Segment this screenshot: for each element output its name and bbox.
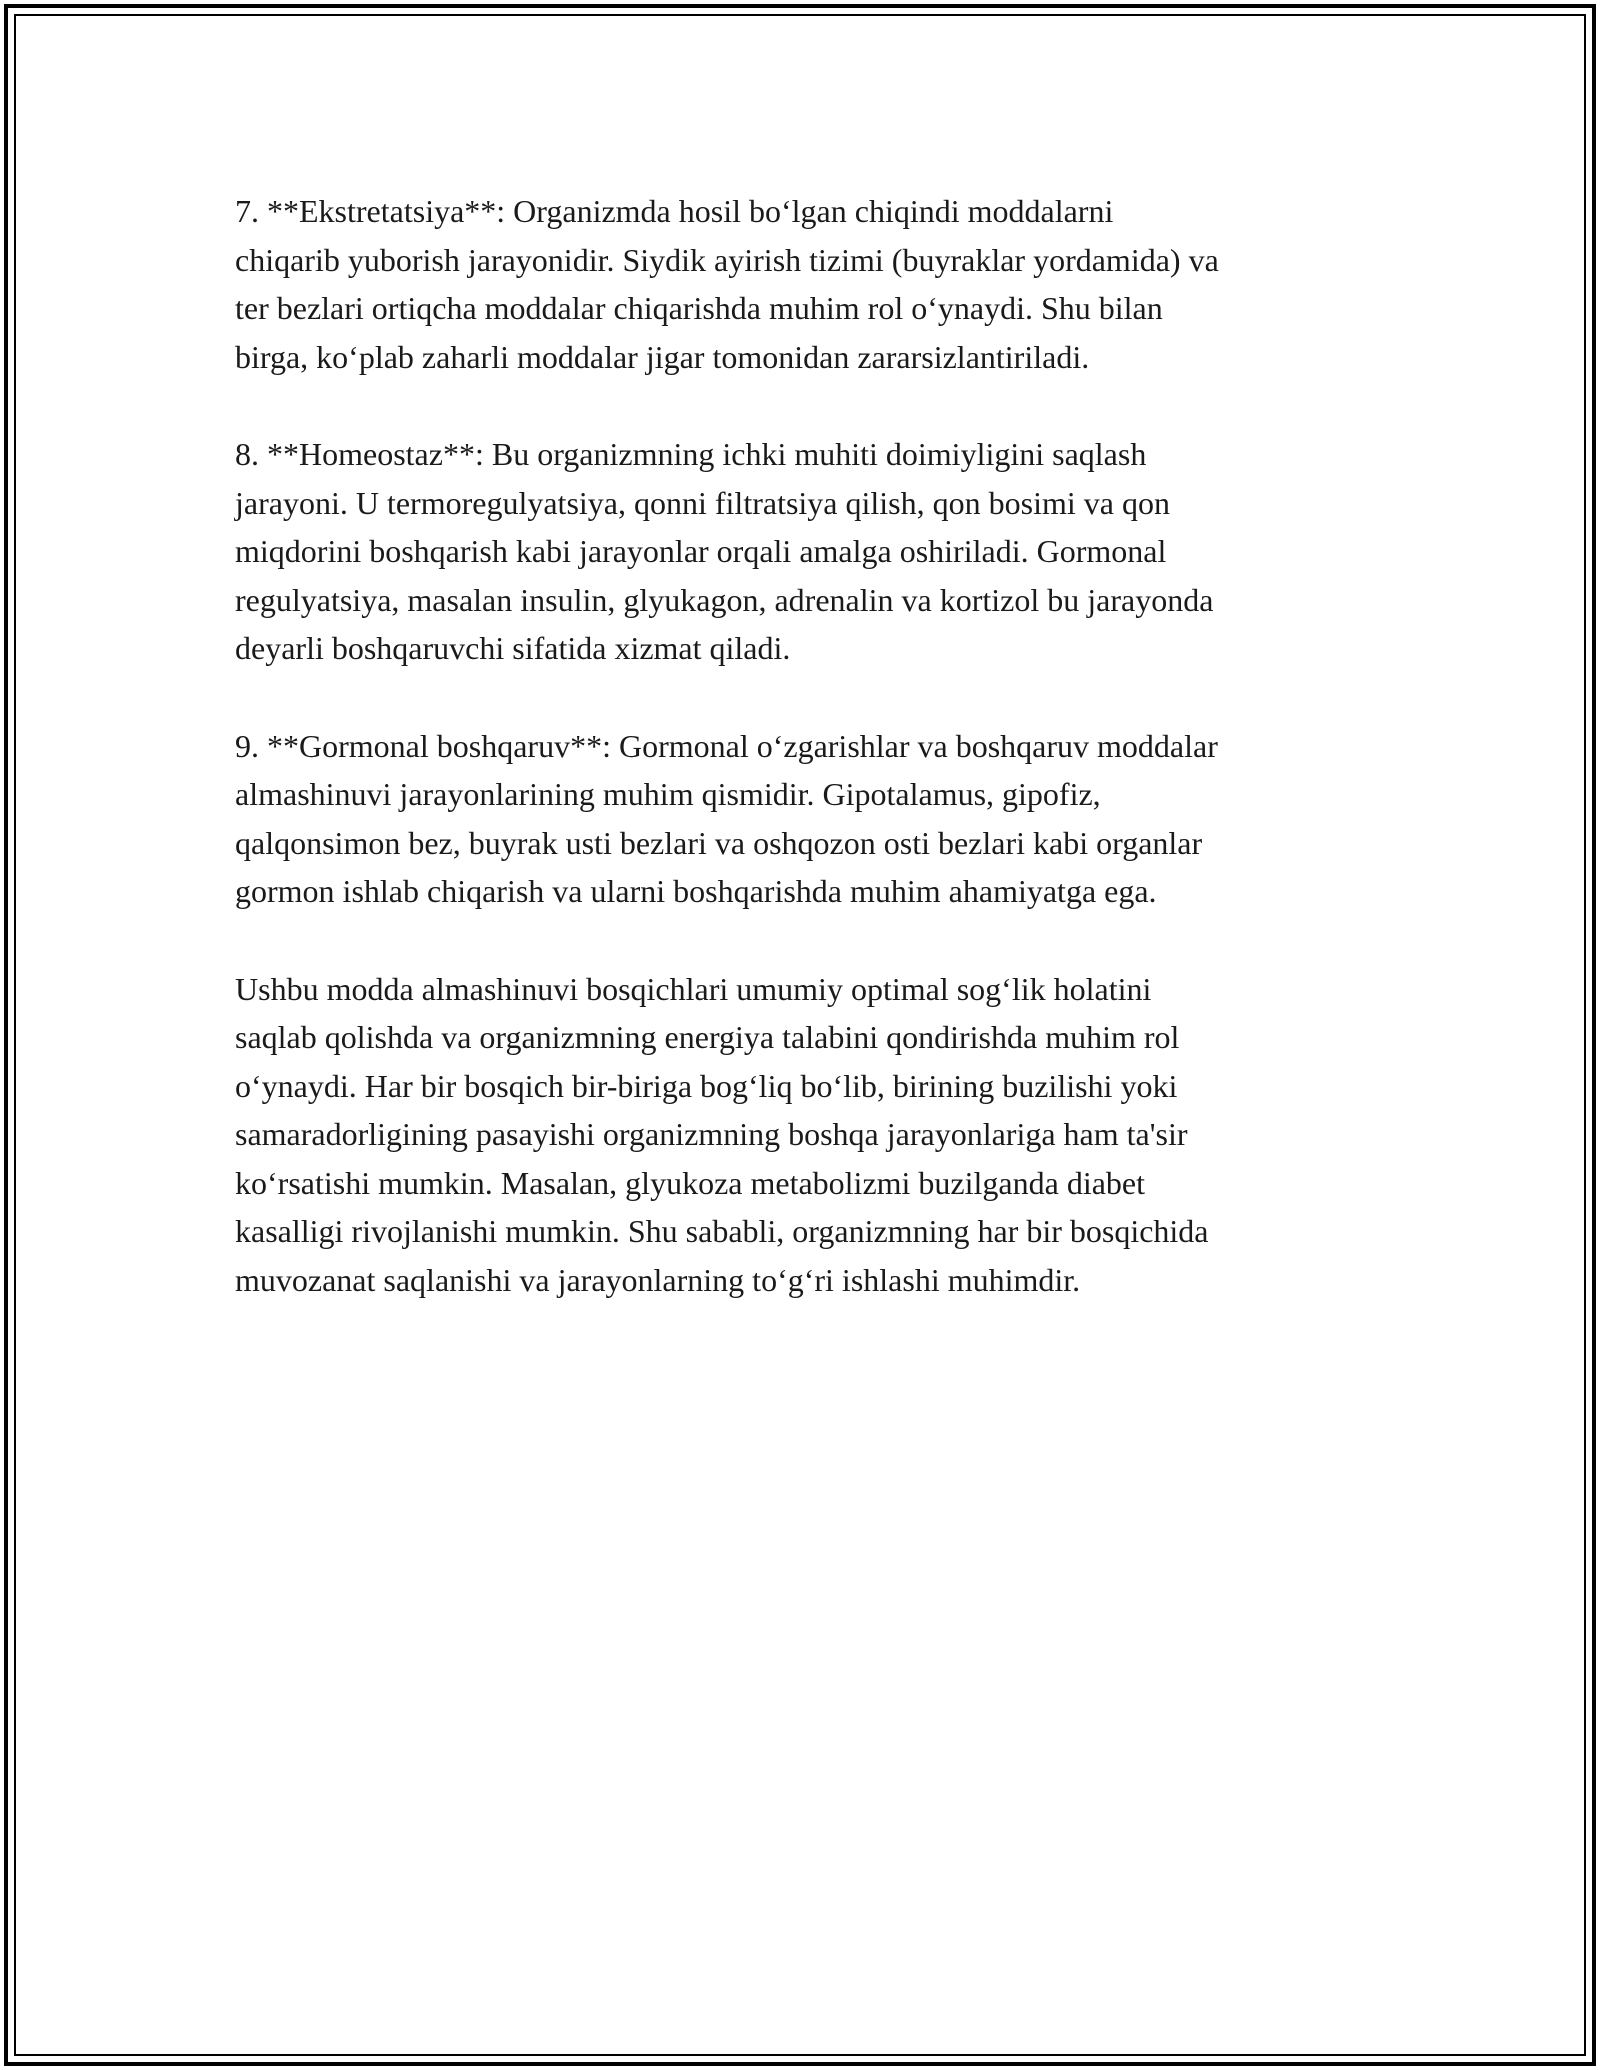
text-line: ko‘rsatishi mumkin. Masalan, glyukoza metabolizmi buzilganda diabet [235, 1164, 1145, 1201]
text-line: birga, ko‘plab zaharli moddalar jigar tomonidan zararsizlantiriladi. [235, 338, 1090, 375]
text-line: kasalligi rivojlanishi mumkin. Shu sababli, organizmning har bir bosqichida [235, 1213, 1209, 1249]
text-line: 9. **Gormonal boshqaruv**: Gormonal o‘zgarishlar va boshqaruv moddalar [235, 727, 1218, 764]
text-line: qalqonsimon bez, buyrak usti bezlari va oshqozon osti bezlari kabi organlar [235, 824, 1203, 861]
text-line: jarayoni. U termoregulyatsiya, qonni filtratsiya qilish, qon bosimi va qon [235, 484, 1170, 521]
text-line: miqdorini boshqarish kabi jarayonlar orqali amalga oshiriladi. Gormonal [235, 533, 1167, 569]
document-body [235, 187, 1375, 1304]
text-line: chiqarib yuborish jarayonidir. Siydik ayirish tizimi (buyraklar yordamida) va [235, 241, 1219, 278]
text-line: gormon ishlab chiqarish va ularni boshqarishda muhim ahamiyatga ega. [235, 873, 1157, 909]
text-line: 7. **Ekstretatsiya**: Organizmda hosil bo‘lgan chiqindi moddalarni [235, 193, 1114, 229]
text-line: deyarli boshqaruvchi sifatida xizmat qiladi. [235, 630, 791, 666]
text-line: Ushbu modda almashinuvi bosqichlari umumiy optimal sog‘lik holatini [235, 970, 1152, 1007]
text-line: almashinuvi jarayonlarining muhim qismidir. Gipotalamus, gipofiz, [235, 776, 1101, 812]
paragraph-ekstretatsiya [235, 187, 1375, 381]
text-line: muvozanat saqlanishi va jarayonlarning to‘g‘ri ishlashi muhimdir. [235, 1261, 1081, 1298]
text-line: ter bezlari ortiqcha moddalar chiqarishda muhim rol o‘ynaydi. Shu bilan [235, 290, 1163, 326]
text-line: saqlab qolishda va organizmning energiya talabini qondirishda muhim rol [235, 1019, 1180, 1055]
text-line: 8. **Homeostaz**: Bu organizmning ichki muhiti doimiyligini saqlash [235, 436, 1147, 472]
paragraph-xulosa [235, 965, 1375, 1305]
paragraph-homeostaz [235, 430, 1375, 673]
text-line: o‘ynaydi. Har bir bosqich bir-biriga bog‘liq bo‘lib, birining buzilishi yoki [235, 1067, 1178, 1104]
text-line: samaradorligining pasayishi organizmning boshqa jarayonlariga ham ta'sir [235, 1116, 1188, 1152]
text-line: regulyatsiya, masalan insulin, glyukagon, adrenalin va kortizol bu jarayonda [235, 581, 1214, 618]
paragraph-gormonal-boshqaruv [235, 722, 1375, 916]
